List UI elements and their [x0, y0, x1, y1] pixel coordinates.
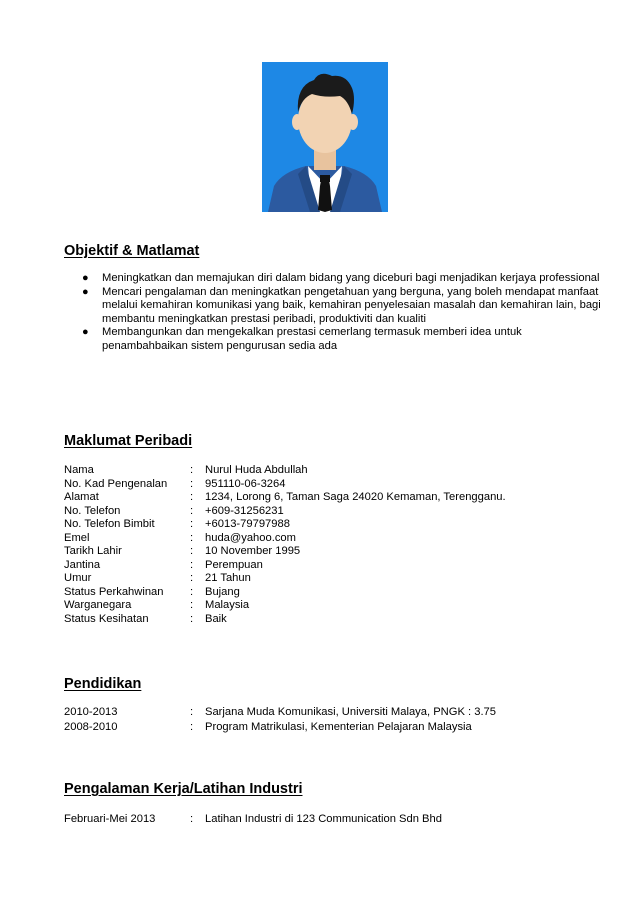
personal-section — [64, 433, 604, 626]
objective-list — [64, 272, 604, 354]
table-row: Status Kesihatan : Baik — [64, 612, 227, 625]
experience-section — [64, 781, 604, 827]
table-row: Nama : Nurul Huda Abdullah — [64, 464, 308, 476]
experience-table — [64, 813, 604, 827]
table-row: Emel : huda@yahoo.com — [64, 531, 296, 544]
education-table — [64, 705, 604, 735]
table-row: Warganegara : Malaysia — [64, 599, 250, 611]
table-row: Februari-Mei 2013 : Latihan Industri di 123 Communication Sdn Bhd — [64, 813, 442, 825]
bullet-icon: ● — [82, 285, 89, 298]
table-row: Tarikh Lahir : 10 November 1995 — [64, 545, 301, 557]
experience-heading: Pengalaman Kerja/Latihan Industri — [64, 781, 303, 797]
table-row: Umur : 21 Tahun — [64, 572, 251, 584]
table-row: No. Telefon Bimbit : +6013-79797988 — [64, 518, 290, 530]
objective-heading: Objektif & Matlamat — [64, 243, 200, 259]
table-row: No. Kad Pengenalan : 951110-06-3264 — [64, 477, 286, 490]
table-row: No. Telefon : +609-31256231 — [64, 504, 284, 517]
table-row: Alamat : 1234, Lorong 6, Taman Saga 24020 Kemaman, Terengganu. — [64, 491, 506, 503]
list-item: ● Membangunkan dan mengekalkan prestasi cemerlang termasuk memberi idea untuk penambahbaikan sistem pengurusan sedia ada — [82, 326, 522, 352]
table-row: 2010-2013 : Sarjana Muda Komunikasi, Universiti Malaya, PNGK : 3.75 — [64, 706, 497, 718]
bullet-icon: ● — [82, 272, 89, 284]
profile-photo — [262, 62, 388, 212]
bullet-icon: ● — [82, 326, 89, 339]
education-heading: Pendidikan — [64, 676, 142, 692]
education-section — [64, 676, 604, 735]
list-item: ● Meningkatkan dan memajukan diri dalam bidang yang diceburi bagi menjadikan kerjaya professional — [82, 272, 600, 284]
list-item: ● Mencari pengalaman dan meningkatkan pengetahuan yang berguna, yang boleh mendapat manfaat melalui kemahiran komunikasi yang baik, kemahiran penyelesaian masalah dan kemahiran lain, bagi membantu meningkatkan prestasi peribadi, produktiviti dan kualiti — [82, 285, 601, 325]
table-row: Jantina : Perempuan — [64, 558, 263, 571]
table-row: 2008-2010 : Program Matrikulasi, Kementerian Pelajaran Malaysia — [64, 721, 472, 733]
table-row: Status Perkahwinan : Bujang — [64, 585, 240, 598]
personal-table — [64, 464, 604, 626]
objective-section — [64, 243, 604, 354]
personal-heading: Maklumat Peribadi — [64, 433, 193, 449]
avatar — [262, 62, 388, 212]
